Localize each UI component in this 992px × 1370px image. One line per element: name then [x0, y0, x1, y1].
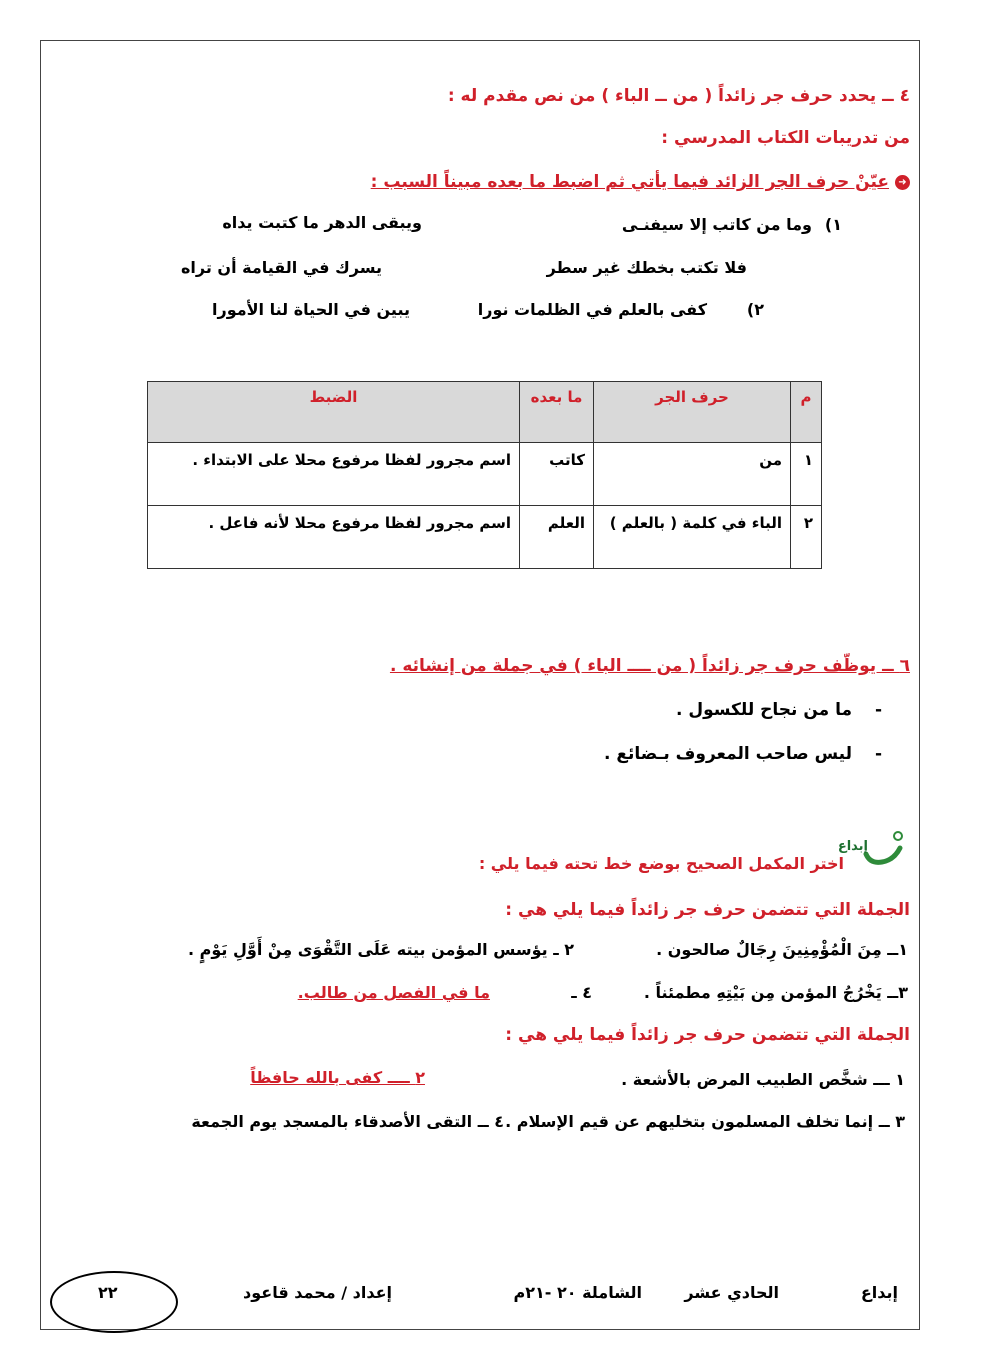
- poem-line-1b: ويبقى الدهر ما كتبت يداه: [222, 213, 422, 232]
- poem-2-number: ٢): [746, 300, 764, 319]
- footer-edition: الشاملة ٢٠ -٢١م: [513, 1283, 642, 1302]
- poem-line-3b: يبين في الحياة لنا الأمورا: [212, 300, 410, 319]
- arrow-icon: ➜: [895, 175, 910, 190]
- page-number-oval: [50, 1271, 178, 1333]
- table-header-cell: ما بعده: [520, 382, 594, 443]
- table-header-cell: حرف الجر: [594, 382, 791, 443]
- ibdaa-logo: [837, 824, 908, 870]
- q2-option-2-correct: ٢ ــــ كفى بالله حافظاً: [250, 1068, 425, 1087]
- table-cell: ٢: [791, 506, 822, 569]
- q4-subheading: من تدريبات الكتاب المدرسي :: [661, 128, 910, 148]
- footer-brand: إبداع: [860, 1283, 898, 1302]
- table-cell: كاتب: [520, 443, 594, 506]
- q2-option-1: ١ ـــ شخَّص الطبيب المرض بالأشعة .: [621, 1070, 905, 1089]
- poem-line-2a: فلا تكتب بخطك غير سطر: [546, 258, 747, 277]
- poem-line-3a: كفى بالعلم في الظلمات نورا: [477, 300, 707, 319]
- logo-text: إبداع: [837, 839, 868, 854]
- logo-swoosh: [866, 848, 900, 862]
- footer-author: إعداد / محمد قاعود: [243, 1283, 392, 1302]
- table-header-row: [148, 382, 822, 443]
- table-row: [148, 443, 822, 506]
- q1-option-3: ٣ــ يَخْرُجُ المؤمن مِن بَيْتِهِ مطمئناً .: [643, 983, 908, 1002]
- q4-heading: ٤ ــ يحدد حرف جر زائداً ( من ــ الباء ) من نص مقدم له :: [447, 86, 910, 106]
- table-cell: اسم مجرور لفظا مرفوع محلا على الابتداء .: [148, 443, 520, 506]
- q6-item: ليس صاحب المعروف بـضائع .: [604, 744, 852, 764]
- logo-ring: [894, 832, 902, 840]
- q1-option-4-number: ٤ ـ: [571, 983, 592, 1002]
- table-cell: العلم: [520, 506, 594, 569]
- poem-line-2b: يسرك في القيامة أن تراه: [180, 258, 382, 277]
- table-cell: الباء في كلمة ( بالعلم ): [594, 506, 791, 569]
- q2-title: الجملة التي تتضمن حرف جر زائداً فيما يلي هي :: [505, 1025, 910, 1045]
- table-cell: من: [594, 443, 791, 506]
- page-number: ٢٢: [98, 1283, 118, 1302]
- table-cell: ١: [791, 443, 822, 506]
- q4-instruction-text: عيّنْ حرف الجر الزائد فيما يأتي ثم اضبط ما بعده مبيناً السبب :: [370, 172, 889, 192]
- q1-option-4-correct: ما في الفصل من طالب.: [297, 983, 490, 1002]
- q4-instruction: [371, 172, 910, 192]
- poem-line-1a: وما من كاتب إلا سيفنـى: [621, 215, 812, 234]
- q6-item: ما من نجاح للكسول .: [675, 700, 852, 720]
- q2-option-4: ٤ ــ التقى الأصدقاء بالمسجد يوم الجمعة: [191, 1112, 504, 1131]
- q1-option-1: ١ــ مِنَ الْمُؤْمِنِينَ رِجَالٌ صالحون .: [656, 940, 908, 959]
- q6-bullet: -: [874, 700, 882, 720]
- q1-title: الجملة التي تتضمن حرف جر زائداً فيما يلي هي :: [505, 900, 910, 920]
- table-header-cell: الضبط: [148, 382, 520, 443]
- q6-heading: ٦ ــ يوظّف حرف جر زائداً ( من ــــ الباء ) في جملة من إنشائه .: [389, 656, 910, 676]
- table-header-cell: م: [791, 382, 822, 443]
- q1-option-2: ٢ ـ يؤسس المؤمن بيته عَلَى التَّقْوَى مِنْ أَوَّلِ يَوْمٍ .: [188, 940, 574, 959]
- footer-grade: الحادي عشر: [684, 1283, 779, 1302]
- table-cell: اسم مجرور لفظا مرفوع محلا لأنه فاعل .: [148, 506, 520, 569]
- ibdaa-instruction: اختر المكمل الصحيح بوضع خط تحته فيما يلي :: [478, 854, 844, 873]
- q6-bullet: -: [874, 744, 882, 764]
- poem-1-number: ١): [824, 215, 842, 234]
- answer-table: [147, 381, 822, 569]
- table-row: [148, 506, 822, 569]
- q2-option-3: ٣ ــ إنما تخلف المسلمون بتخليهم عن قيم الإسلام .: [505, 1112, 905, 1131]
